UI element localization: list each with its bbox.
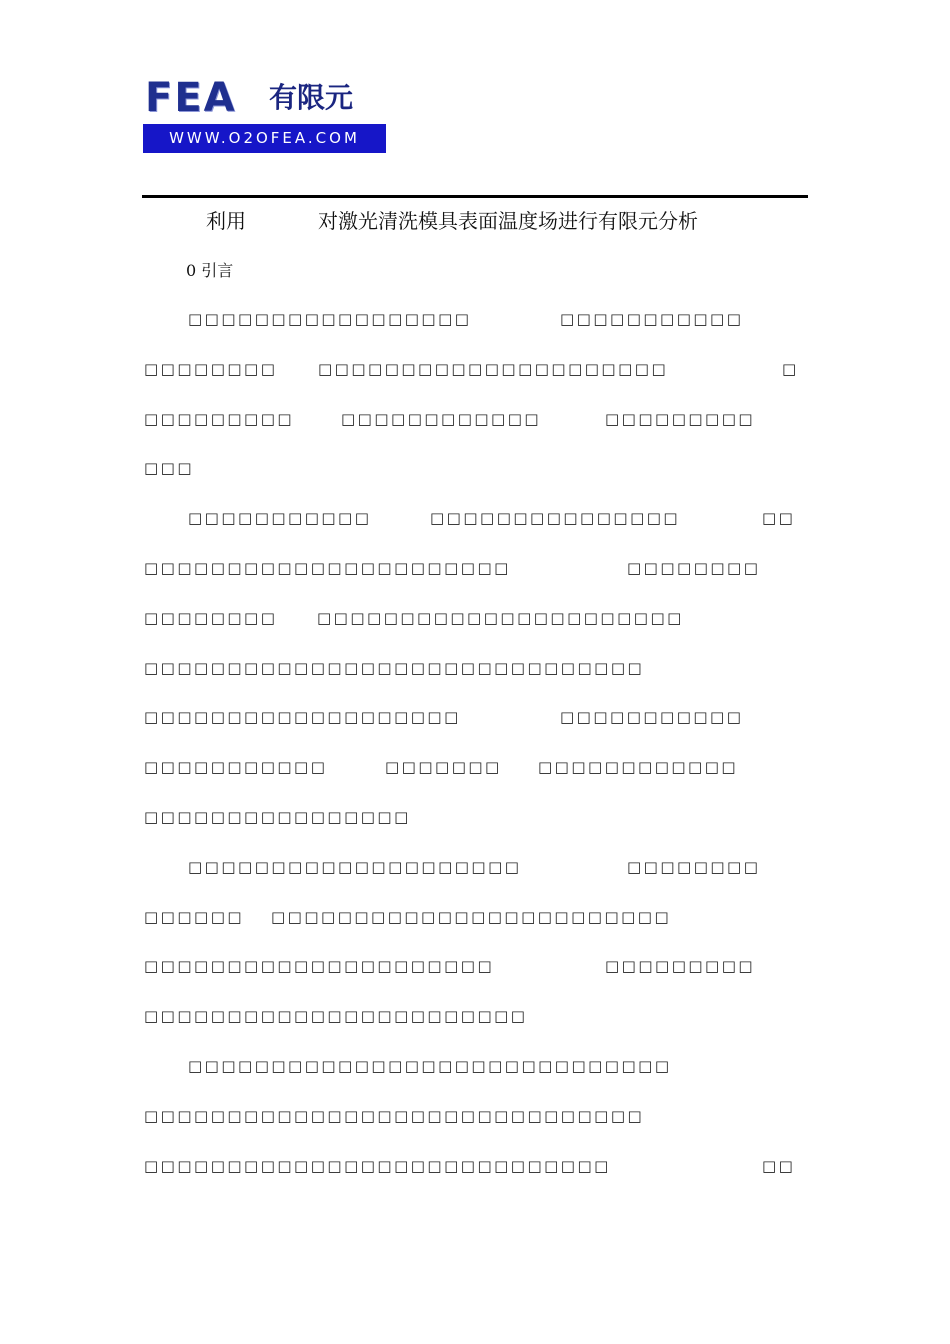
text-line-3-seg-1: □□□□□□□□□	[144, 410, 295, 428]
text-line-8-seg-1: □□□□□□□□□□□□□□□□□□□□□□□□□□□□□□	[144, 659, 645, 677]
text-line-7-seg-1: □□□□□□□□	[144, 609, 278, 627]
text-line-14-seg-1: □□□□□□□□□□□□□□□□□□□□□	[144, 957, 495, 975]
text-line-9-seg-2: □□□□□□□□□□□	[560, 708, 744, 726]
title-part2: 对激光清洗模具表面温度场进行有限元分析	[318, 209, 698, 233]
text-line-18-seg-2: □□	[762, 1157, 796, 1175]
text-line-5-seg-2: □□□□□□□□□□□□□□□	[430, 509, 681, 527]
text-line-13-seg-2: □□□□□□□□□□□□□□□□□□□□□□□□	[271, 908, 672, 926]
text-line-1-seg-1: □□□□□□□□□□□□□□□□□	[188, 310, 472, 328]
text-line-3-seg-2: □□□□□□□□□□□□	[341, 410, 542, 428]
logo-url-bar	[143, 124, 386, 153]
text-line-2-seg-3: □	[782, 360, 799, 378]
header-rule	[142, 195, 808, 198]
logo-url: WWW.O2OFEA.COM	[169, 129, 360, 147]
text-line-2-seg-2: □□□□□□□□□□□□□□□□□□□□□	[318, 360, 669, 378]
text-line-7-seg-2: □□□□□□□□□□□□□□□□□□□□□□	[317, 609, 684, 627]
text-line-3-seg-3: □□□□□□□□□	[605, 410, 756, 428]
logo-mark: FEA	[145, 75, 237, 121]
text-line-17-seg-1: □□□□□□□□□□□□□□□□□□□□□□□□□□□□□□	[144, 1107, 645, 1125]
title-part1: 利用	[206, 209, 246, 233]
text-line-10-seg-2: □□□□□□□	[385, 758, 502, 776]
text-line-14-seg-2: □□□□□□□□□	[605, 957, 756, 975]
section-heading: 0 引言	[186, 261, 234, 280]
text-line-5-seg-1: □□□□□□□□□□□	[188, 509, 372, 527]
text-line-13-seg-1: □□□□□□	[144, 908, 245, 926]
text-line-4-seg-1: □□□	[144, 459, 195, 477]
fea-logo	[143, 72, 386, 153]
text-line-15-seg-1: □□□□□□□□□□□□□□□□□□□□□□□	[144, 1007, 528, 1025]
text-line-6-seg-1: □□□□□□□□□□□□□□□□□□□□□□	[144, 559, 511, 577]
text-line-10-seg-3: □□□□□□□□□□□□	[538, 758, 739, 776]
text-line-1-seg-2: □□□□□□□□□□□	[560, 310, 744, 328]
text-line-18-seg-1: □□□□□□□□□□□□□□□□□□□□□□□□□□□□	[144, 1157, 611, 1175]
text-line-12-seg-1: □□□□□□□□□□□□□□□□□□□□	[188, 858, 522, 876]
text-line-2-seg-1: □□□□□□□□	[144, 360, 278, 378]
text-line-11-seg-1: □□□□□□□□□□□□□□□□	[144, 808, 411, 826]
text-line-10-seg-1: □□□□□□□□□□□	[144, 758, 328, 776]
text-line-5-seg-3: □□	[762, 509, 796, 527]
text-line-12-seg-2: □□□□□□□□	[627, 858, 761, 876]
logo-top	[143, 72, 386, 124]
text-line-6-seg-2: □□□□□□□□	[627, 559, 761, 577]
text-line-16-seg-1: □□□□□□□□□□□□□□□□□□□□□□□□□□□□□	[188, 1057, 672, 1075]
text-line-9-seg-1: □□□□□□□□□□□□□□□□□□□	[144, 708, 461, 726]
logo-chinese-name: 有限元	[269, 81, 354, 114]
